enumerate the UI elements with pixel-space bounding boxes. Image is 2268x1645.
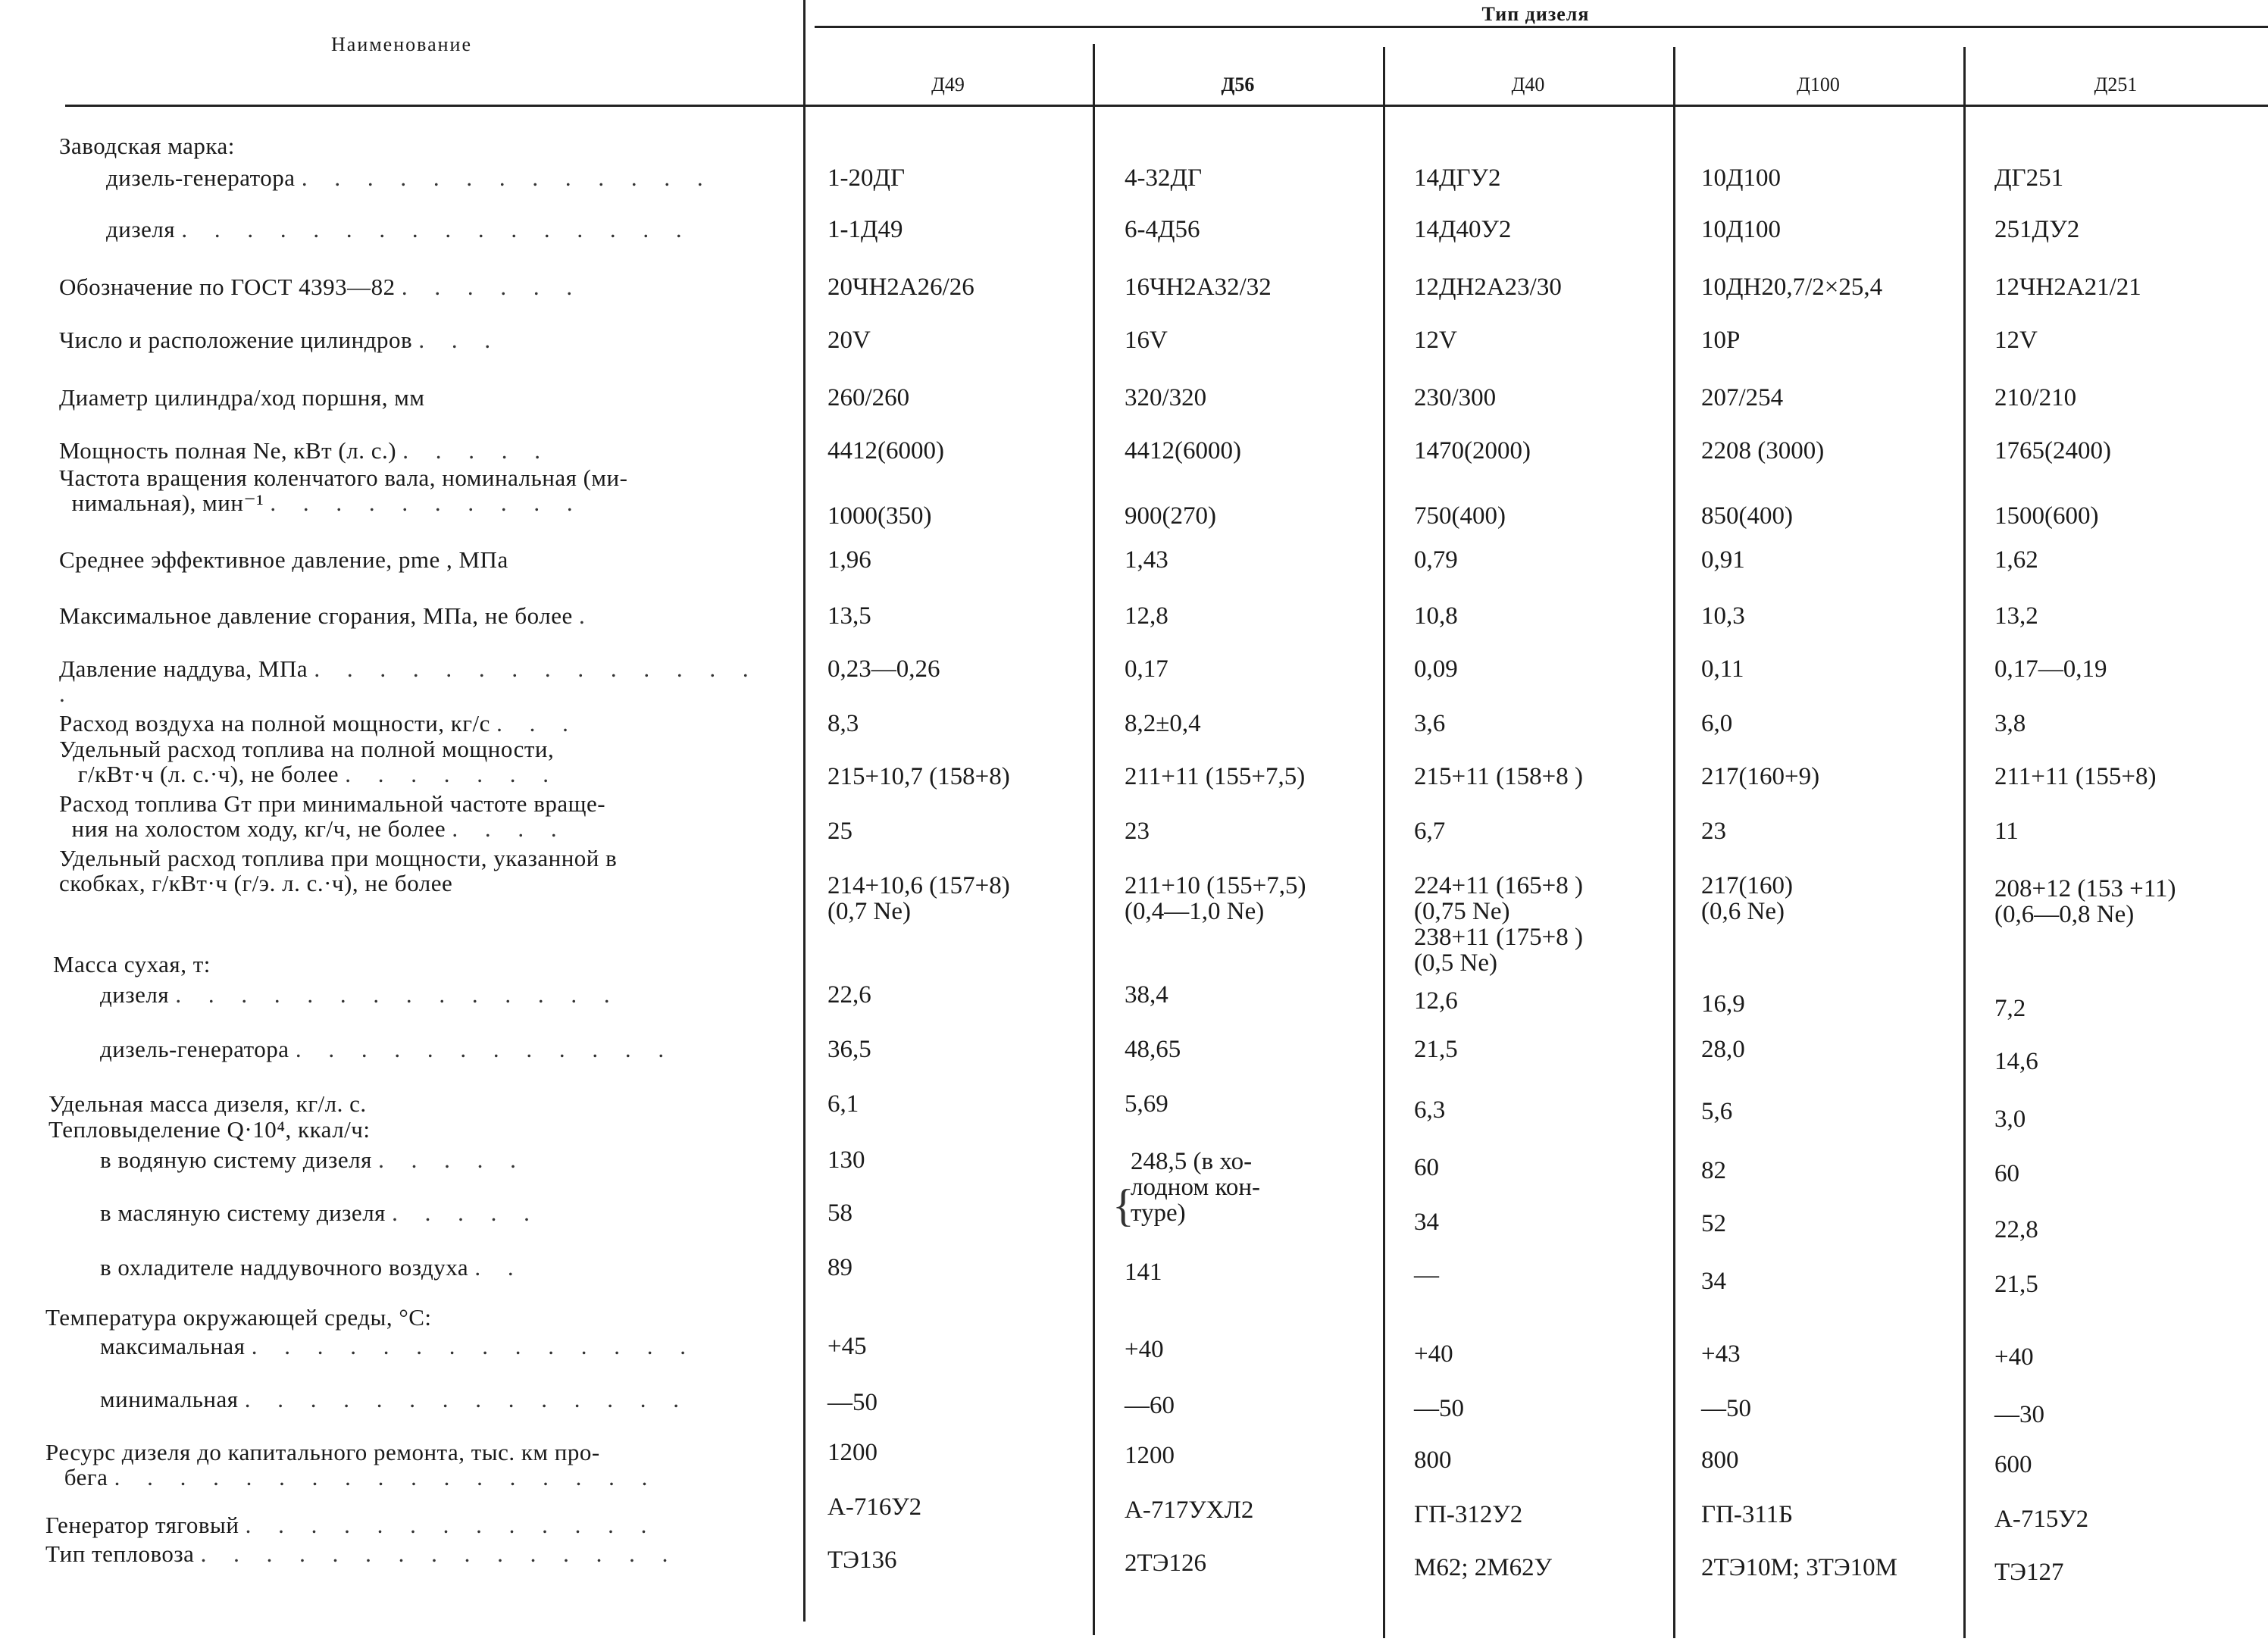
row-label: дизель-генератора . . . . . . . . . . . .	[100, 1036, 675, 1062]
cell-d49: 1-1Д49	[827, 216, 903, 243]
cell-d40: 800	[1414, 1446, 1452, 1474]
cell-d100: 28,0	[1701, 1036, 1745, 1063]
cell-d56: 2ТЭ126	[1125, 1550, 1206, 1577]
cell-d49: 215+10,7 (158+8)	[827, 763, 1010, 790]
cell-d40: 12ДН2А23/30	[1414, 274, 1562, 301]
row-label: Расход воздуха на полной мощности, кг/с . . .	[59, 710, 579, 736]
cell-d56: 16ЧН2А32/32	[1125, 274, 1272, 301]
cell-d100: 10,3	[1701, 602, 1745, 630]
cell-d56: 8,2±0,4	[1125, 710, 1201, 737]
cell-d56: 0,17	[1125, 655, 1168, 683]
row-label: Диаметр цилиндра/ход поршня, мм	[59, 384, 425, 411]
cell-d49: 4412(6000)	[827, 437, 944, 464]
cell-d56: 12,8	[1125, 602, 1168, 630]
row-label: Температура окружающей среды, °С:	[45, 1304, 432, 1331]
cell-d251: 7,2	[1994, 995, 2026, 1022]
cell-d49: 13,5	[827, 602, 871, 630]
column-header-d49: Д49	[931, 73, 965, 95]
column-header-name: Наименование	[331, 33, 472, 55]
row-label: минимальная . . . . . . . . . . . . . .	[100, 1386, 690, 1412]
row-label: Удельный расход топлива на полной мощности, г/кВт·ч (л. с.·ч), не более . . . . . . .	[59, 736, 560, 787]
cell-d49: —50	[827, 1389, 877, 1416]
cell-d100: 10ДН20,7/2×25,4	[1701, 274, 1883, 301]
cell-d100: 10Д100	[1701, 216, 1782, 243]
cell-d100: 2208 (3000)	[1701, 437, 1825, 464]
row-label: Генератор тяговый . . . . . . . . . . . . .	[45, 1512, 658, 1538]
cell-d100: ГП-311Б	[1701, 1501, 1794, 1528]
cell-d40: 21,5	[1414, 1036, 1458, 1063]
cell-d49: 1000(350)	[827, 502, 932, 530]
cell-d49: +45	[827, 1333, 867, 1360]
cell-d49: 36,5	[827, 1036, 871, 1063]
cell-d100: 52	[1701, 1210, 1726, 1237]
cell-d251: 14,6	[1994, 1048, 2038, 1075]
cell-d56: 23	[1125, 818, 1150, 845]
cell-d251: 208+12 (153 +11) (0,6—0,8 Ne)	[1994, 875, 2176, 928]
row-label: Частота вращения коленчатого вала, номинальная (ми- нимальная), мин⁻¹ . . . . . . . . . .	[59, 464, 628, 516]
cell-d56: 6-4Д56	[1125, 216, 1200, 243]
row-label: дизель-генератора . . . . . . . . . . . . .	[106, 164, 714, 191]
cell-d100: 82	[1701, 1157, 1726, 1184]
cell-d40: 0,79	[1414, 546, 1458, 574]
cell-d251: А-715У2	[1994, 1506, 2089, 1533]
cell-d100: 0,11	[1701, 655, 1744, 683]
cell-d100: +43	[1701, 1340, 1741, 1368]
cell-d100: 5,6	[1701, 1098, 1733, 1125]
cell-d100: 10P	[1701, 327, 1741, 354]
cell-d40: 230/300	[1414, 384, 1497, 411]
row-label: Среднее эффективное давление, pme , МПа	[59, 546, 508, 573]
column-header-d40: Д40	[1511, 73, 1545, 95]
cell-d40: 6,7	[1414, 818, 1446, 845]
cell-d40: М62; 2М62У	[1414, 1554, 1552, 1581]
cell-d40: 0,09	[1414, 655, 1458, 683]
cell-d251: 210/210	[1994, 384, 2077, 411]
column-header-d100: Д100	[1797, 73, 1840, 95]
cell-d100: —50	[1701, 1395, 1751, 1422]
cell-d251: 3,0	[1994, 1106, 2026, 1133]
column-divider	[1963, 47, 1966, 1638]
row-label: Удельная масса дизеля, кг/л. с.	[48, 1090, 367, 1117]
row-label: Мощность полная Ne, кВт (л. с.) . . . . .	[59, 437, 552, 464]
cell-d49: 25	[827, 818, 852, 845]
row-label: Масса сухая, т:	[53, 951, 211, 977]
cell-d56: {	[1112, 1181, 1134, 1231]
row-label: в водяную систему дизеля . . . . .	[100, 1146, 527, 1173]
column-divider	[803, 0, 806, 1622]
cell-d251: 1765(2400)	[1994, 437, 2111, 464]
cell-d49: 260/260	[827, 384, 910, 411]
cell-d56: 900(270)	[1125, 502, 1216, 530]
row-label: Число и расположение цилиндров . . .	[59, 327, 502, 353]
cell-d49: А-716У2	[827, 1493, 922, 1521]
cell-d251: 12ЧН2А21/21	[1994, 274, 2141, 301]
cell-d251: 60	[1994, 1160, 2019, 1187]
cell-d40: +40	[1414, 1340, 1453, 1368]
cell-d40: 14Д40У2	[1414, 216, 1512, 243]
cell-d40: —50	[1414, 1395, 1464, 1422]
cell-d251: +40	[1994, 1343, 2034, 1371]
cell-d49: 130	[827, 1146, 865, 1174]
cell-d251: 21,5	[1994, 1271, 2038, 1298]
cell-d49: 8,3	[827, 710, 859, 737]
cell-d100: 0,91	[1701, 546, 1745, 574]
cell-d251: 251ДУ2	[1994, 216, 2080, 243]
row-label: Удельный расход топлива при мощности, указанной в скобках, г/кВт·ч (г/э. л. с.·ч), не более	[59, 845, 618, 896]
row-label: Тепловыделение Q·10⁴, ккал/ч:	[48, 1116, 371, 1143]
cell-d100: 23	[1701, 818, 1726, 845]
column-header-d56: Д56	[1221, 73, 1255, 95]
row-label: Ресурс дизеля до капитального ремонта, тыс. км про- бега . . . . . . . . . . . . . . . . .	[45, 1439, 659, 1490]
cell-d251: 1500(600)	[1994, 502, 2099, 530]
cell-d100: 6,0	[1701, 710, 1733, 737]
cell-d56: —60	[1125, 1392, 1175, 1419]
column-header-d251: Д251	[2094, 73, 2138, 95]
row-label: Обозначение по ГОСТ 4393—82 . . . . . .	[59, 274, 583, 300]
cell-d56: 48,65	[1125, 1036, 1181, 1063]
cell-d49: ТЭ136	[827, 1546, 897, 1574]
cell-d40: 10,8	[1414, 602, 1458, 630]
cell-d49: 0,23—0,26	[827, 655, 940, 683]
cell-d251: ТЭ127	[1994, 1559, 2064, 1586]
cell-d56: А-717УХЛ2	[1125, 1496, 1254, 1524]
cell-d40: 12,6	[1414, 987, 1458, 1015]
cell-d251: ДГ251	[1994, 164, 2064, 192]
cell-d56: +40	[1125, 1336, 1164, 1363]
cell-d40: 3,6	[1414, 710, 1446, 737]
cell-d56: 248,5 (в хо- лодном кон- туре)	[1131, 1148, 1260, 1227]
row-label: в масляную систему дизеля . . . . .	[100, 1199, 540, 1226]
cell-d251: 211+11 (155+8)	[1994, 763, 2157, 790]
column-divider	[1383, 47, 1385, 1638]
row-label: Тип тепловоза . . . . . . . . . . . . . . .	[45, 1540, 679, 1567]
cell-d49: 58	[827, 1199, 852, 1227]
row-label: дизеля . . . . . . . . . . . . . .	[100, 981, 621, 1008]
cell-d40: 6,3	[1414, 1096, 1446, 1124]
cell-d56: 38,4	[1125, 981, 1168, 1009]
cell-d49: 20V	[827, 327, 871, 354]
cell-d40: 34	[1414, 1209, 1439, 1236]
cell-d49: 1200	[827, 1439, 877, 1466]
cell-d100: 207/254	[1701, 384, 1784, 411]
cell-d56: 211+11 (155+7,5)	[1125, 763, 1306, 790]
cell-d56: 16V	[1125, 327, 1168, 354]
column-group-header: Тип дизеля	[1481, 3, 1590, 25]
row-label: Давление наддува, МПа . . . . . . . . . . . . . . .	[59, 655, 759, 707]
cell-d251: 12V	[1994, 327, 2038, 354]
cell-d251: 22,8	[1994, 1216, 2038, 1243]
cell-d251: 0,17—0,19	[1994, 655, 2107, 683]
cell-d56: 4412(6000)	[1125, 437, 1241, 464]
cell-d100: 217(160+9)	[1701, 763, 1820, 790]
cell-d251: 600	[1994, 1451, 2032, 1478]
cell-d40: 750(400)	[1414, 502, 1506, 530]
cell-d100: 217(160) (0,6 Ne)	[1701, 872, 1793, 925]
column-divider	[1673, 47, 1675, 1638]
cell-d40: 14ДГУ2	[1414, 164, 1501, 192]
cell-d49: 20ЧН2А26/26	[827, 274, 974, 301]
column-divider	[1093, 44, 1095, 1635]
cell-d100: 800	[1701, 1446, 1739, 1474]
cell-d49: 6,1	[827, 1090, 859, 1118]
row-label: Расход топлива Gт при минимальной частоте враще- ния на холостом ходу, кг/ч, не более . . . .	[59, 790, 606, 842]
cell-d100: 2ТЭ10М; 3ТЭ10М	[1701, 1554, 1897, 1581]
cell-d56: 141	[1125, 1259, 1162, 1286]
cell-d40: 1470(2000)	[1414, 437, 1531, 464]
cell-d56: 5,69	[1125, 1090, 1168, 1118]
cell-d251: 11	[1994, 818, 2019, 845]
row-label: дизеля . . . . . . . . . . . . . . . .	[106, 216, 693, 242]
cell-d49: 214+10,6 (157+8) (0,7 Ne)	[827, 872, 1010, 925]
row-label: максимальная . . . . . . . . . . . . . .	[100, 1333, 696, 1359]
cell-d40: 12V	[1414, 327, 1457, 354]
cell-d56: 211+10 (155+7,5) (0,4—1,0 Ne)	[1125, 872, 1306, 925]
cell-d100: 34	[1701, 1268, 1726, 1295]
cell-d251: 1,62	[1994, 546, 2038, 574]
cell-d49: 1,96	[827, 546, 871, 574]
row-label: Максимальное давление сгорания, МПа, не более .	[59, 602, 596, 629]
cell-d56: 4-32ДГ	[1125, 164, 1203, 192]
row-label: в охладителе наддувочного воздуха . .	[100, 1254, 524, 1281]
cell-d40: ГП-312У2	[1414, 1501, 1523, 1528]
cell-d100: 10Д100	[1701, 164, 1782, 192]
cell-d49: 89	[827, 1254, 852, 1281]
cell-d100: 16,9	[1701, 990, 1745, 1018]
cell-d251: 13,2	[1994, 602, 2038, 630]
cell-d40: 215+11 (158+8 )	[1414, 763, 1583, 790]
cell-d40: 60	[1414, 1154, 1439, 1181]
cell-d40: —	[1414, 1262, 1439, 1289]
cell-d49: 1-20ДГ	[827, 164, 906, 192]
row-label: Заводская марка:	[59, 133, 235, 159]
cell-d56: 320/320	[1125, 384, 1207, 411]
cell-d100: 850(400)	[1701, 502, 1793, 530]
header-divider	[815, 26, 2268, 28]
cell-d56: 1,43	[1125, 546, 1168, 574]
cell-d40: 224+11 (165+8 ) (0,75 Ne) 238+11 (175+8 ) (0,5 Ne)	[1414, 872, 1583, 977]
cell-d251: 3,8	[1994, 710, 2026, 737]
cell-d251: —30	[1994, 1401, 2044, 1428]
cell-d56: 1200	[1125, 1442, 1175, 1469]
cell-d49: 22,6	[827, 981, 871, 1009]
